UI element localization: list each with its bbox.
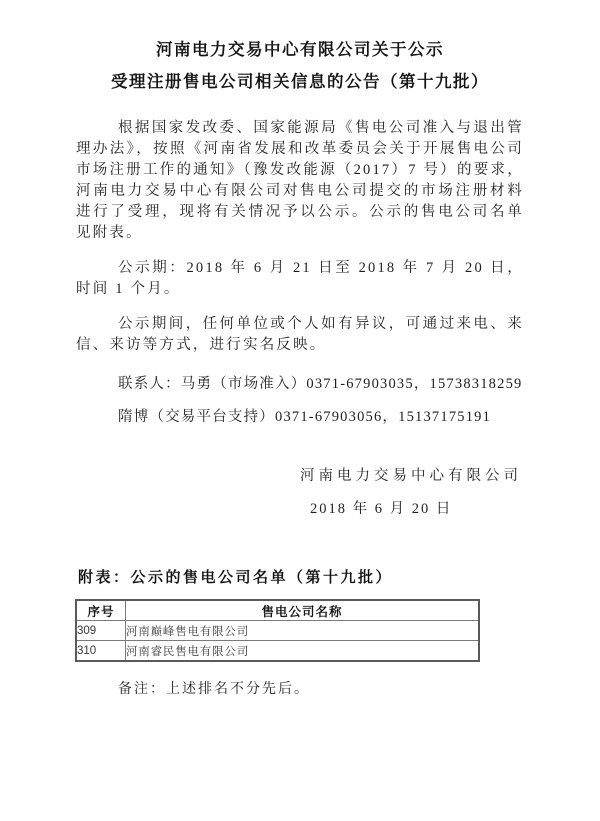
contact-block bbox=[76, 374, 524, 428]
table-row bbox=[76, 621, 479, 641]
table-cell-company-name: 河南巅峰售电有限公司 bbox=[126, 621, 480, 641]
title-line-1: 河南电力交易中心有限公司关于公示 bbox=[156, 41, 444, 59]
table-cell-seq: 309 bbox=[76, 621, 126, 641]
contact-line-2: 隋博（交易平台支持）0371-67903056，15137175191 bbox=[118, 409, 492, 425]
title-line-2: 受理注册售电公司相关信息的公告（第十九批） bbox=[111, 73, 489, 91]
table-cell-company-name: 河南睿民售电有限公司 bbox=[126, 641, 480, 662]
paragraph-objection: 公示期间，任何单位或个人如有异议，可通过来电、来信、来访等方式，进行实名反映。 bbox=[76, 316, 524, 353]
table-cell-seq: 310 bbox=[76, 641, 126, 662]
table-header-company-name: 售电公司名称 bbox=[126, 600, 480, 621]
signature-organization: 河南电力交易中心有限公司 bbox=[300, 468, 522, 484]
signature-date: 2018 年 6 月 20 日 bbox=[310, 501, 453, 517]
paragraph-publicity-period: 公示期：2018 年 6 月 21 日至 2018 年 7 月 20 日，时间 1 个月。 bbox=[76, 260, 524, 297]
company-table bbox=[75, 599, 480, 662]
contact-line-1: 联系人：马勇（市场准入）0371-67903035，15738318259 bbox=[118, 376, 523, 392]
attachment-heading: 附表：公示的售电公司名单（第十九批） bbox=[78, 569, 394, 586]
note-line: 备注：上述排名不分先后。 bbox=[118, 682, 310, 697]
paragraph-basis: 根据国家发改委、国家能源局《售电公司准入与退出管理办法》，按照《河南省发展和改革委员会关于开展售电公司市场注册工作的通知》（豫发改能源（2017）7 号）的要求，河南电力交易中心有限公司对售电公司提交的市场注册材料进行了受理，现将有关情况予以公示。公示的售电公司名单见附表。 bbox=[76, 120, 524, 241]
document-title bbox=[76, 34, 524, 98]
table-header-row bbox=[76, 600, 479, 621]
signature-block bbox=[76, 466, 524, 520]
table-header-seq: 序号 bbox=[76, 600, 126, 621]
table-row bbox=[76, 641, 479, 662]
